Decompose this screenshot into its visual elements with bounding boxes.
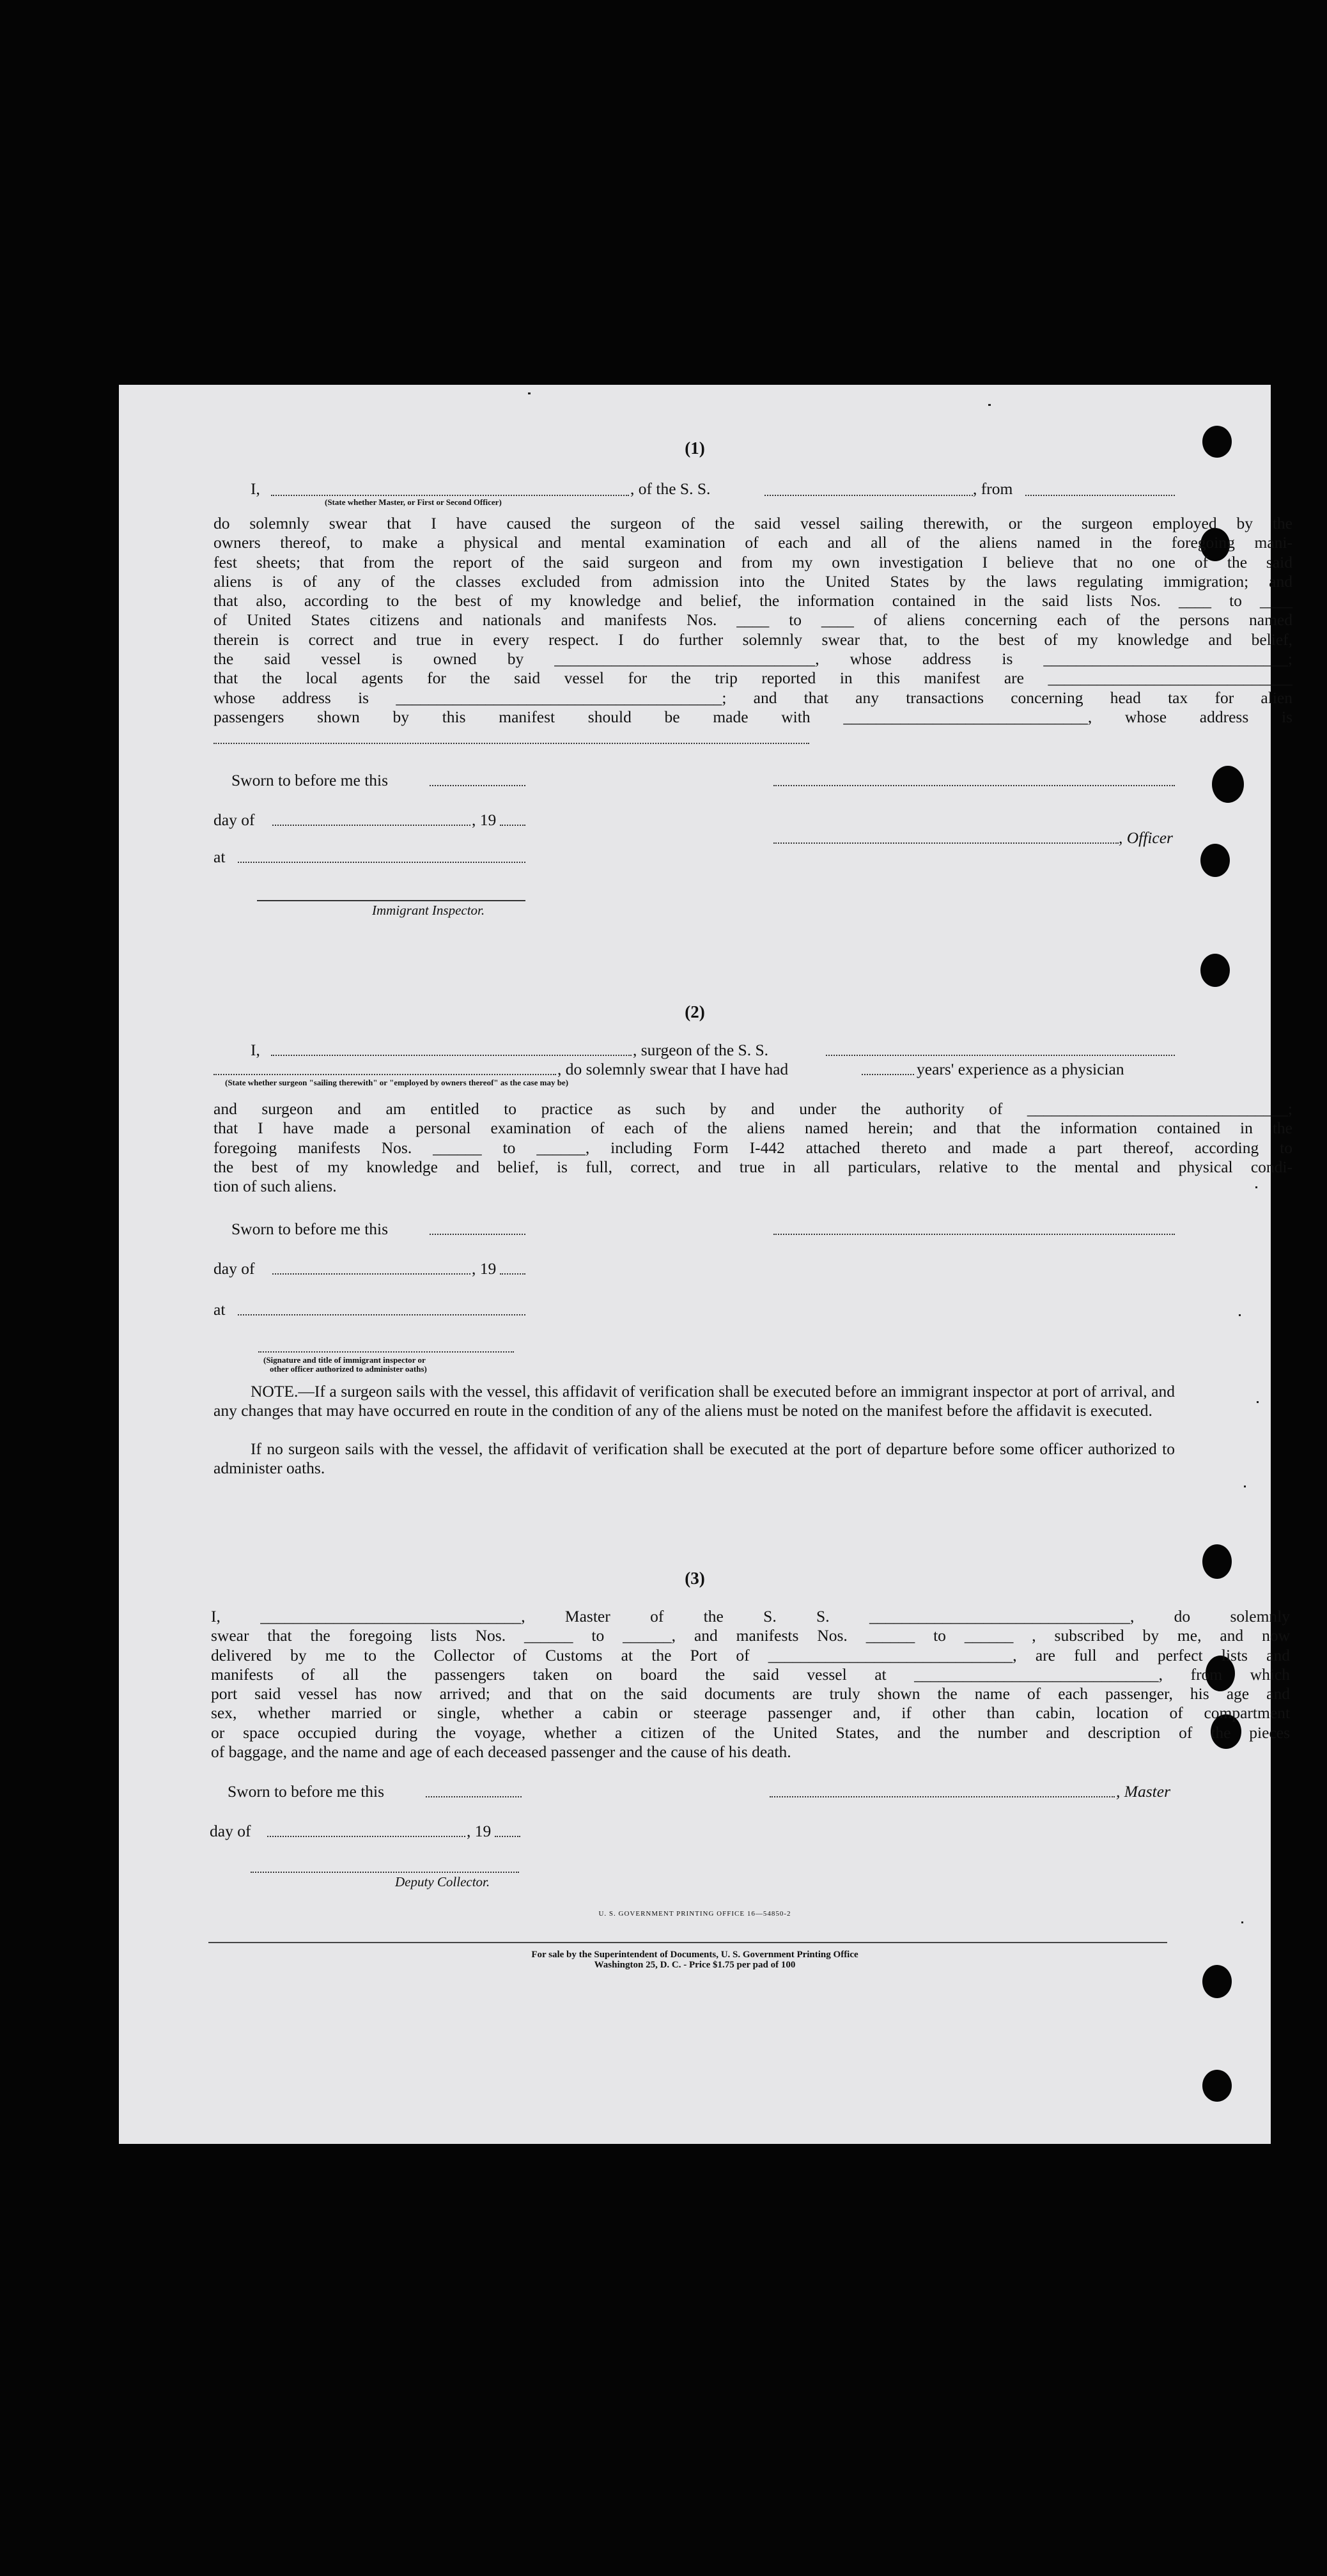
surgeon-type-field[interactable]	[213, 1074, 556, 1075]
binder-hole	[1200, 844, 1230, 877]
day-of-label: day of	[213, 1259, 255, 1278]
speck	[528, 392, 531, 394]
master-label: , Master	[1116, 1782, 1170, 1801]
year-label: , 19	[467, 1822, 492, 1840]
oath-line: or space occupied during the voyage, whether a citizen of the United States, and the number and description of the pieces	[211, 1723, 1290, 1742]
oath-line: aliens is of any of the classes excluded from admission into the United States by the laws regulating immigration; and	[213, 571, 1292, 591]
sworn-label: Sworn to before me this	[228, 1782, 385, 1801]
years-field[interactable]	[862, 1074, 914, 1075]
year-field[interactable]	[495, 1836, 520, 1837]
oath-line: the best of my knowledge and belief, is full, correct, and true in all particulars, relative to the mental and physical condi-	[213, 1157, 1292, 1176]
year-field[interactable]	[500, 825, 525, 826]
sworn-label: Sworn to before me this	[231, 1220, 389, 1238]
oath-line: I, ________________________________, Master of the S. S. ________________________________, do solemnly	[211, 1607, 1290, 1626]
day-of-field[interactable]	[272, 1273, 470, 1275]
oath-line: that I have made a personal examination of each of the aliens named herein; and that the information contained in the	[213, 1119, 1292, 1138]
section3-oath-text	[211, 1607, 1290, 1762]
binder-hole	[1212, 766, 1244, 803]
oath-line: sex, whether married or single, whether a cabin or steerage passenger and, if other than cabin, location of compartment	[211, 1703, 1290, 1723]
sale-line: For sale by the Superintendent of Documents, U. S. Government Printing Office	[531, 1950, 858, 1960]
officer-signature-line[interactable]	[773, 785, 1175, 786]
from-label: , from	[973, 479, 1013, 498]
from-field[interactable]	[1025, 495, 1175, 496]
collector-signature-line[interactable]	[251, 1872, 519, 1873]
of-ss-label: , of the S. S.	[630, 479, 711, 498]
section1-oath-text	[213, 514, 1292, 727]
at-field[interactable]	[238, 1314, 525, 1315]
oath-line: port said vessel has now arrived; and that on the said documents are truly shown the name of each passenger, his age and	[211, 1684, 1290, 1703]
oath-line: delivered by me to the Collector of Customs at the Port of ______________________________, are full and perfect lists and	[211, 1645, 1290, 1664]
officer-caption: (State whether Master, or First or Second Officer)	[325, 497, 502, 507]
opening-i: I,	[251, 1041, 260, 1059]
speck	[1255, 1186, 1257, 1188]
master-signature-line[interactable]	[770, 1796, 1115, 1797]
officer-name-field[interactable]	[271, 495, 629, 496]
day-of-label: day of	[213, 811, 255, 829]
oath-line: therein is correct and true in every respect. I do further solemnly swear that, to the best of my knowledge and belief,	[213, 630, 1292, 649]
at-label: at	[213, 1300, 226, 1319]
surgeon-of-ss-label: , surgeon of the S. S.	[633, 1041, 769, 1059]
document-page	[119, 385, 1292, 2144]
oath-line: whose address is ________________________________________; and that any transactions concerning head tax for alien	[213, 688, 1292, 707]
oath-line: foregoing manifests Nos. ______ to ______, including Form I-442 attached thereto and made a part thereof, according to	[213, 1138, 1292, 1157]
at-field[interactable]	[238, 862, 525, 863]
oath-line: the said vessel is owned by ________________________________, whose address is ______________________________;	[213, 649, 1292, 669]
oath-line: swear that the foregoing lists Nos. ______ to ______, and manifests Nos. ______ to ______ , subscribed by me, and now	[211, 1626, 1290, 1645]
surgeon-name-field[interactable]	[271, 1055, 632, 1056]
sworn-day-field[interactable]	[430, 785, 525, 786]
binder-hole	[1202, 2070, 1232, 2102]
ship-name-field[interactable]	[764, 495, 973, 496]
immigrant-inspector-caption: Immigrant Inspector.	[372, 903, 485, 918]
inspector-signature-line[interactable]	[258, 1351, 514, 1353]
section2-oath-text	[213, 1099, 1292, 1196]
sworn-day-field[interactable]	[430, 1234, 525, 1235]
years-label: years' experience as a physician	[917, 1060, 1124, 1078]
oath-line: that also, according to the best of my knowledge and belief, the information contained in the said lists Nos. ____ to ____	[213, 591, 1292, 610]
sworn-day-field[interactable]	[426, 1796, 522, 1797]
oath-line: do solemnly swear that I have caused the surgeon of the said vessel sailing therewith, or the surgeon employed by the	[213, 514, 1292, 532]
deputy-collector-caption: Deputy Collector.	[395, 1874, 490, 1889]
oath-line: tion of such aliens.	[213, 1177, 337, 1196]
sale-line: Washington 25, D. C. - Price $1.75 per pad of 100	[594, 1960, 796, 1970]
section-number: (1)	[685, 438, 705, 458]
signature-caption: (Signature and title of immigrant inspector or	[263, 1355, 426, 1365]
oath-line: that the local agents for the said vessel for the trip reported in this manifest are ______________________________	[213, 669, 1292, 688]
note-surgeon: NOTE.—If a surgeon sails with the vessel, this affidavit of verification shall be executed before an immigrant inspector at port of arrival, and any changes that may have occurred en route in the condition of any of the aliens must be noted on the manifest before the affidavit is executed.	[213, 1382, 1175, 1420]
oath-line: passengers shown by this manifest should be made with ______________________________, whose address is	[213, 707, 1292, 726]
opening-i: I,	[251, 479, 260, 498]
speck	[1257, 1401, 1259, 1403]
note-no-surgeon: If no surgeon sails with the vessel, the affidavit of verification shall be executed at the port of departure before some officer authorized to administer oaths.	[213, 1439, 1175, 1478]
surgeon-caption: (State whether surgeon "sailing therewith" or "employed by owners thereof" as the case may be)	[225, 1078, 569, 1087]
section-number: (2)	[685, 1002, 705, 1021]
signature-caption: other officer authorized to administer oaths)	[270, 1364, 427, 1374]
oath-line: and surgeon and am entitled to practice as such by and under the authority of ________________________________;	[213, 1099, 1292, 1118]
oath-line: of United States citizens and nationals and manifests Nos. ____ to ____ of aliens concerning each of the persons named	[213, 610, 1292, 630]
day-of-label: day of	[210, 1822, 251, 1840]
binder-hole	[1200, 954, 1230, 987]
do-solemnly-label: , do solemnly swear that I have had	[557, 1060, 789, 1078]
oath-line: owners thereof, to make a physical and mental examination of each and all of the aliens named in the foregoing mani-	[213, 533, 1292, 552]
officer-label: , Officer	[1119, 828, 1173, 847]
section-number: (3)	[685, 1569, 705, 1588]
speck	[1241, 1921, 1243, 1923]
officer-name-line[interactable]	[773, 842, 1119, 844]
year-label: , 19	[472, 1259, 497, 1278]
day-of-field[interactable]	[267, 1836, 465, 1837]
footer-rule	[208, 1942, 1167, 1943]
inspector-signature-line[interactable]	[257, 900, 525, 901]
address-continuation-field[interactable]	[213, 743, 809, 744]
sworn-label: Sworn to before me this	[231, 771, 389, 789]
speck	[1239, 1314, 1241, 1316]
printing-office-line: U. S. GOVERNMENT PRINTING OFFICE 16—54850-2	[598, 1910, 791, 1918]
speck	[1244, 1486, 1246, 1487]
at-label: at	[213, 848, 226, 866]
year-label: , 19	[472, 811, 497, 829]
surgeon-ship-field[interactable]	[826, 1055, 1175, 1056]
day-of-field[interactable]	[272, 825, 470, 826]
oath-line: manifests of all the passengers taken on board the said vessel at ______________________________, from which	[211, 1664, 1290, 1684]
year-field[interactable]	[500, 1273, 525, 1275]
oath-line: fest sheets; that from the report of the said surgeon and from my own investigation I believe that no one of the said	[213, 552, 1292, 571]
speck	[988, 404, 991, 406]
oath-line: of baggage, and the name and age of each deceased passenger and the cause of his death.	[211, 1742, 791, 1762]
surgeon-signature-line[interactable]	[773, 1234, 1175, 1235]
